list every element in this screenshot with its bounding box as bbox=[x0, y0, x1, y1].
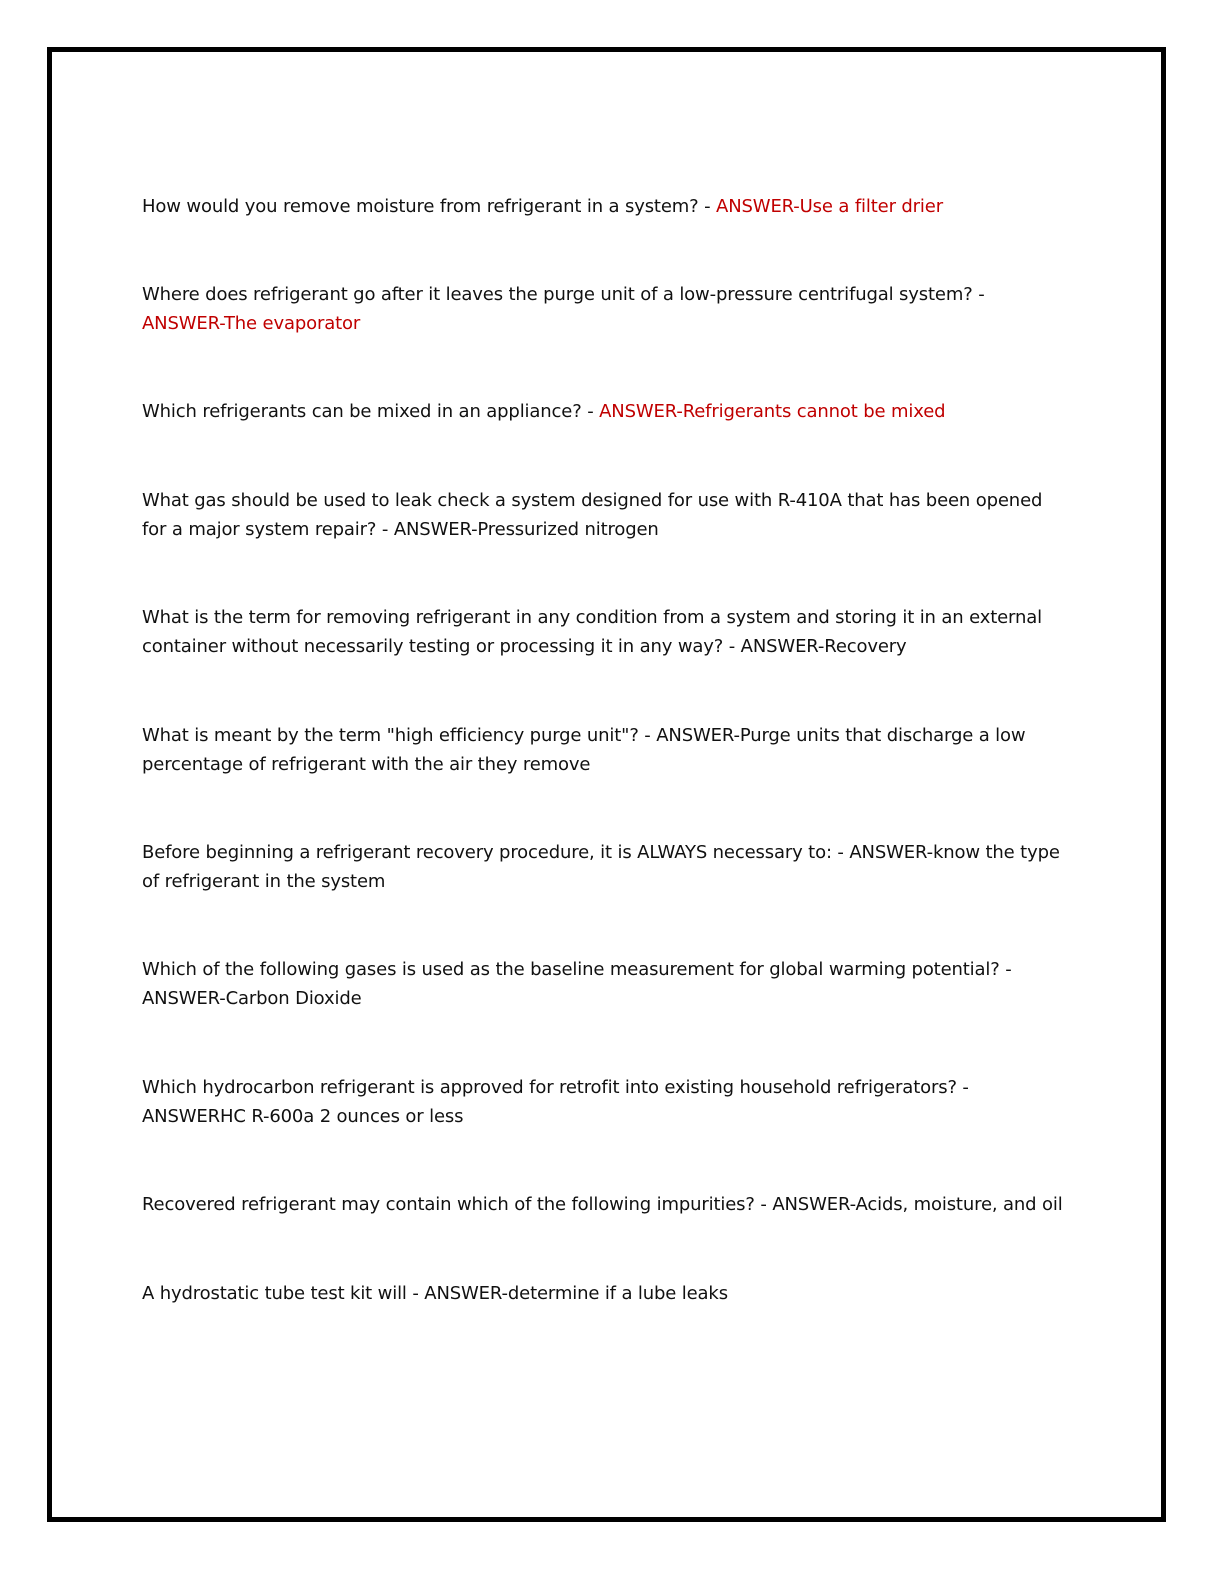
qa-item-9 bbox=[142, 1073, 1072, 1131]
question-text: What is meant by the term "high efficiency purge unit"? - bbox=[142, 725, 657, 746]
qa-item-7 bbox=[142, 838, 1072, 896]
answer-text: ANSWERHC R-600a 2 ounces or less bbox=[142, 1106, 464, 1127]
qa-item-1 bbox=[142, 192, 1072, 221]
qa-item-6 bbox=[142, 721, 1072, 779]
question-text: Which refrigerants can be mixed in an appliance? - bbox=[142, 401, 600, 422]
answer-text: ANSWER-determine if a lube leaks bbox=[424, 1283, 728, 1304]
question-text: How would you remove moisture from refrigerant in a system? - bbox=[142, 196, 717, 217]
question-text: Recovered refrigerant may contain which of the following impurities? - bbox=[142, 1194, 773, 1215]
qa-item-10 bbox=[142, 1190, 1072, 1219]
question-text: Where does refrigerant go after it leaves the purge unit of a low-pressure centrifugal system? - bbox=[142, 284, 985, 305]
question-text: A hydrostatic tube test kit will - bbox=[142, 1283, 425, 1304]
answer-text: ANSWER-Recovery bbox=[740, 636, 907, 657]
answer-text: ANSWER-Acids, moisture, and oil bbox=[772, 1194, 1063, 1215]
question-text: Which hydrocarbon refrigerant is approved for retrofit into existing household refrigerators? - bbox=[142, 1077, 969, 1098]
question-text: Before beginning a refrigerant recovery procedure, it is ALWAYS necessary to: - bbox=[142, 842, 850, 863]
qa-item-4 bbox=[142, 486, 1072, 544]
answer-text: ANSWER-The evaporator bbox=[142, 313, 361, 334]
answer-text: ANSWER-Pressurized nitrogen bbox=[393, 519, 659, 540]
answer-text: ANSWER-Purge units that discharge a low percentage of refrigerant with the air they remove bbox=[142, 725, 1026, 775]
answer-text: ANSWER-Carbon Dioxide bbox=[142, 988, 362, 1009]
qa-item-2 bbox=[142, 280, 1072, 338]
question-text: What gas should be used to leak check a system designed for use with R-410A that has been opened for a major system repair? - bbox=[142, 490, 1043, 540]
question-text: Which of the following gases is used as the baseline measurement for global warming potential? - bbox=[142, 959, 1012, 980]
qa-item-8 bbox=[142, 955, 1072, 1013]
qa-item-5 bbox=[142, 603, 1072, 661]
qa-item-11 bbox=[142, 1279, 1072, 1308]
answer-text: ANSWER-know the type of refrigerant in the system bbox=[142, 842, 1060, 892]
answer-text: ANSWER-Use a filter drier bbox=[716, 196, 943, 217]
question-text: What is the term for removing refrigerant in any condition from a system and storing it in an external container without necessarily testing or processing it in any way? - bbox=[142, 607, 1042, 657]
qa-item-3 bbox=[142, 397, 1072, 426]
answer-text: ANSWER-Refrigerants cannot be mixed bbox=[599, 401, 946, 422]
